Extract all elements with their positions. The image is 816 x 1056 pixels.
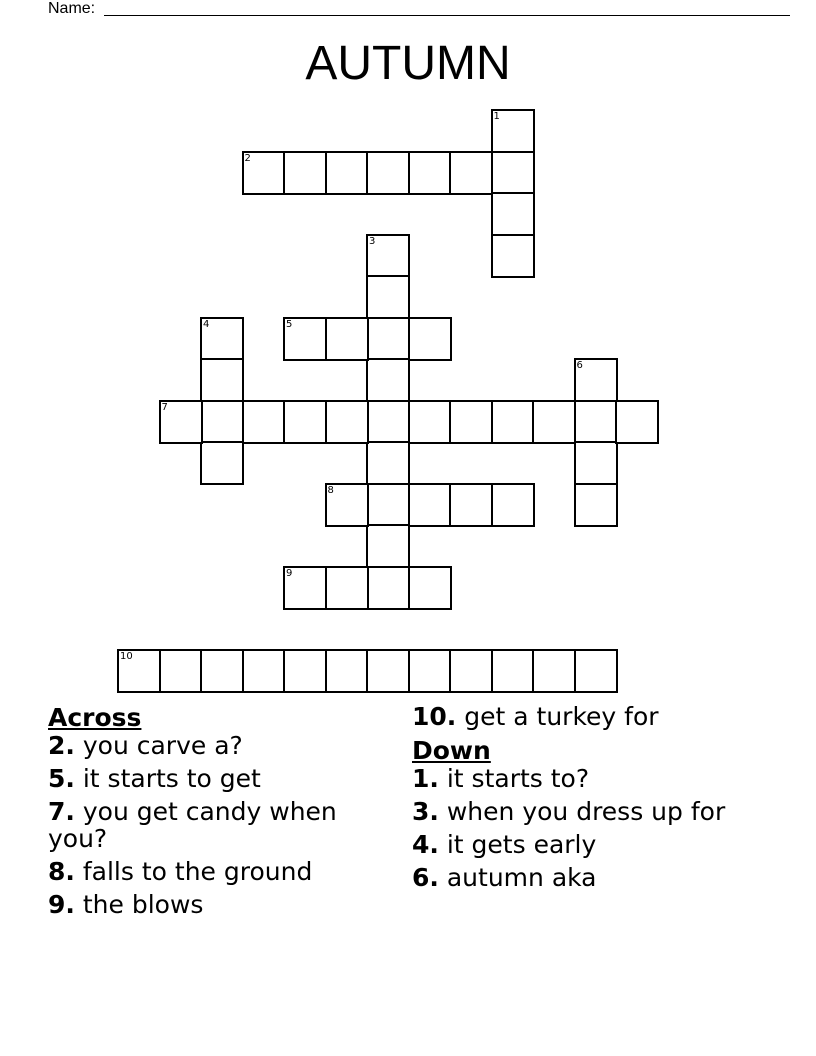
grid-cell[interactable]	[408, 151, 452, 195]
clue-across-5: 5. it starts to get	[48, 764, 261, 793]
grid-cell[interactable]	[366, 234, 410, 278]
grid-cell[interactable]	[366, 483, 410, 527]
grid-cell[interactable]	[532, 400, 576, 444]
grid-cell[interactable]	[200, 400, 244, 444]
grid-cell[interactable]	[408, 400, 452, 444]
grid-cell[interactable]	[366, 317, 410, 361]
grid-cell[interactable]	[325, 400, 369, 444]
clue-number: 3	[369, 235, 376, 247]
grid-cell[interactable]	[574, 358, 618, 402]
grid-cell[interactable]	[159, 649, 203, 693]
grid-cell[interactable]	[366, 358, 410, 402]
grid-cell[interactable]	[366, 649, 410, 693]
clue-number: 9	[286, 567, 293, 579]
grid-cell[interactable]	[200, 649, 244, 693]
grid-cell[interactable]	[574, 400, 618, 444]
clue-across-8: 8. falls to the ground	[48, 857, 313, 886]
grid-cell[interactable]	[574, 649, 618, 693]
grid-cell[interactable]	[242, 649, 286, 693]
clue-across-9: 9. the blows	[48, 890, 204, 919]
grid-cell[interactable]	[366, 566, 410, 610]
name-label: Name:	[48, 0, 96, 17]
grid-cell[interactable]	[325, 483, 369, 527]
grid-cell[interactable]	[532, 649, 576, 693]
grid-cell[interactable]	[491, 192, 535, 236]
grid-cell[interactable]	[449, 400, 493, 444]
grid-cell[interactable]	[491, 109, 535, 153]
grid-cell[interactable]	[200, 317, 244, 361]
grid-cell[interactable]	[408, 649, 452, 693]
clue-number: 4	[203, 318, 210, 330]
clue-number: 6	[576, 360, 583, 371]
grid-cell[interactable]	[449, 649, 493, 693]
grid-cell[interactable]	[574, 483, 618, 527]
clue-number: 5	[286, 318, 293, 330]
grid-cell[interactable]	[408, 317, 452, 361]
page-title: AUTUMN	[305, 37, 511, 90]
across-heading: Across	[48, 703, 142, 732]
grid-cell[interactable]	[325, 566, 369, 610]
grid-cell[interactable]	[283, 566, 327, 610]
grid-cell[interactable]	[242, 400, 286, 444]
clue-number: 1	[493, 111, 500, 122]
clues-right-column	[412, 703, 772, 897]
grid-cell[interactable]	[283, 400, 327, 444]
clue-down-4: 4. it gets early	[412, 830, 597, 859]
grid-cell[interactable]	[615, 400, 659, 444]
grid-cell[interactable]	[366, 275, 410, 319]
grid-cell[interactable]	[325, 151, 369, 195]
grid-cell[interactable]	[491, 483, 535, 527]
grid-cell[interactable]	[366, 524, 410, 568]
clue-across-2: 2. you carve a?	[48, 731, 243, 760]
grid-cell[interactable]	[408, 566, 452, 610]
grid-cell[interactable]	[366, 400, 410, 444]
grid-cell[interactable]	[283, 317, 327, 361]
grid-cell[interactable]	[159, 400, 203, 444]
grid-cell[interactable]	[408, 483, 452, 527]
grid-cell[interactable]	[449, 151, 493, 195]
clue-number: 10	[120, 650, 133, 662]
down-heading: Down	[412, 736, 491, 765]
grid-cell[interactable]	[200, 441, 244, 485]
grid-cell[interactable]	[283, 151, 327, 195]
grid-cell[interactable]	[325, 649, 369, 693]
grid-cell[interactable]	[449, 483, 493, 527]
grid-cell[interactable]	[242, 151, 286, 195]
grid-cell[interactable]	[491, 151, 535, 195]
clue-down-6: 6. autumn aka	[412, 863, 597, 892]
grid-cell[interactable]	[574, 441, 618, 485]
clue-across-7: 7. you get candy when you?	[48, 797, 337, 853]
grid-cell[interactable]	[117, 649, 161, 693]
grid-cell[interactable]	[283, 649, 327, 693]
grid-cell[interactable]	[491, 234, 535, 278]
clue-down-1: 1. it starts to?	[412, 764, 590, 793]
grid-cell[interactable]	[366, 151, 410, 195]
clue-number: 2	[244, 152, 251, 164]
grid-cell[interactable]	[491, 400, 535, 444]
grid-cell[interactable]	[491, 649, 535, 693]
clue-across-10: 10. get a turkey for	[412, 702, 659, 731]
grid-cell[interactable]	[200, 358, 244, 402]
clue-number: 8	[327, 484, 334, 496]
clues-left-column	[48, 703, 378, 924]
clue-down-3: 3. when you dress up for	[412, 797, 726, 826]
grid-cell[interactable]	[366, 441, 410, 485]
clue-number: 7	[161, 401, 168, 413]
grid-cell[interactable]	[325, 317, 369, 361]
